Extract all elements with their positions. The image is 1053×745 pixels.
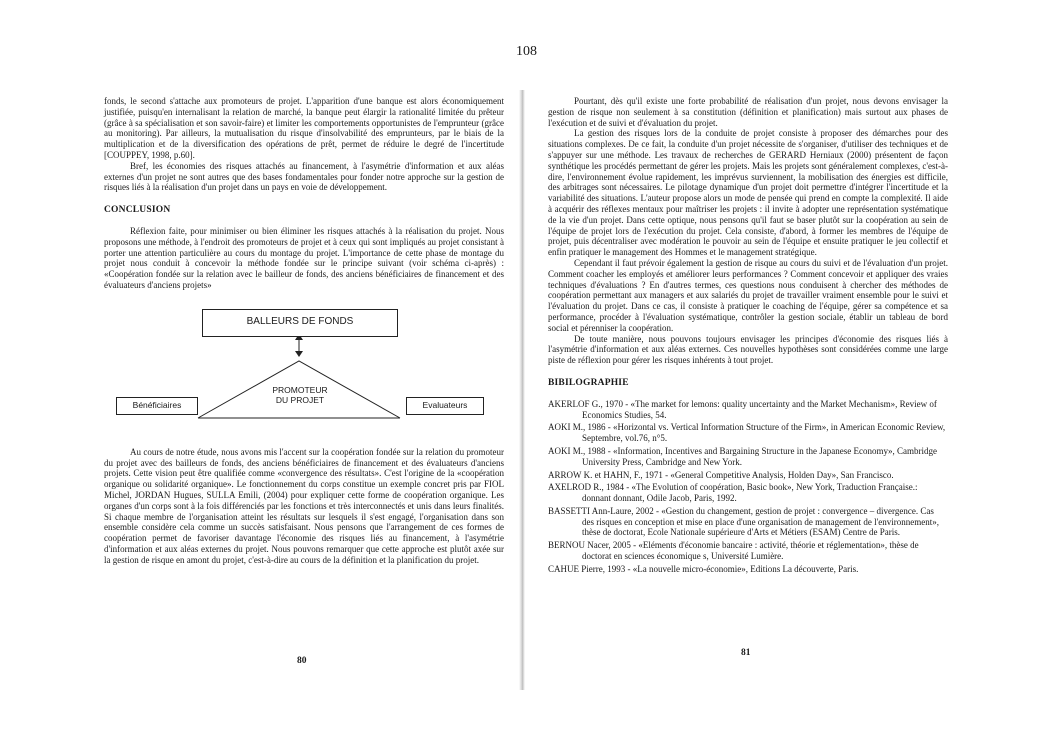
right-page (548, 96, 948, 577)
right-paragraph-3: Cependant il faut prévoir également la gestion de risque au cours du suivi et de l'évaluation d'un projet. Comment coacher les employés et améliorer leurs performances ? Comment concevoir et appliquer des vraies techniques d'évaluations ? En d'autres termes, ces questions nous conduisent à chercher des méthodes de coopération permettant aux managers et aux salariés du projet de travailler vraiment ensemble pour le suivi et l'évaluation du projet. Dans ce cas, il consiste à pratiquer le coaching de l'équipe, gérer sa compétence et sa performance, procéder à l'évaluation systématique, contrôler la gestion sociale, établir un tableau de bord social et pérenniser la coopération. (548, 257, 948, 333)
bib-entry: AOKI M., 1986 - «Horizontal vs. Vertical Information Structure of the Firm», in American Economic Review, Septembre, vol.76, n°5. (548, 422, 946, 444)
left-paragraph-3: Réflexion faite, pour minimiser ou bien éliminer les risques attachés à la réalisation du projet. Nous proposons une méthode, à l'endroit des promoteurs de projet et à ceux qui sont impliqués au projet consistant à porter une attention particulière au cours du montage du projet. L'importance de cette phase de montage du projet nous conduit à concevoir la méthode fondée sur le principe suivant (voir schéma ci-après) : «Coopération fondée sur la relation avec le bailleur de fonds, des anciens bénéficiaires de financement et des évaluateurs d'anciens projets» (104, 225, 504, 290)
bib-entry: ARROW K. et HAHN, F., 1971 - «General Competitive Analysis, Holden Day», San Francisco. (548, 469, 894, 480)
header-page-number: 108 (516, 44, 537, 59)
cooperation-diagram (104, 305, 504, 437)
right-paragraph-4: De toute manière, nous pouvons toujours envisager les principes d'économie des risques liés à l'asymétrie d'information et aux aléas externes. Ces nouvelles hypothèses sont considérées comme une large piste de réflexion pour gérer les risques inhérents à tout projet. (548, 333, 948, 366)
bibliography-heading: BIBILOGRAPHIE (548, 377, 629, 388)
promoteur-label (252, 385, 348, 405)
bib-entry: CAHUE Pierre, 1993 - «La nouvelle micro-économie», Editions La découverte, Paris. (548, 563, 859, 574)
bailleurs-box: BALLEURS DE FONDS (202, 309, 398, 337)
bibliography-list (548, 399, 948, 575)
conclusion-heading: CONCLUSION (104, 205, 171, 216)
promoteur-line-2: DU PROJET (275, 394, 325, 405)
left-paragraph-1: fonds, le second s'attache aux promoteurs de projet. L'apparition d'une banque est alors économiquement justifiée, puisqu'en internalisant la relation de marché, la banque peut élargir la rationalité limitée du prêteur (grâce à sa spécialisation et son savoir-faire) et limiter les comportements opportunistes de l'emprunteur (grâce au monitoring). Par ailleurs, la mutualisation du risque d'insolvabilité des emprunteurs, par le biais de la multiplication et de la diversification des opérations de prêt, permet de réduire le degré de l'incertitude [COUPPEY, 1998, p.60]. (104, 96, 504, 160)
bib-entry: AXELROD R., 1984 - «The Evolution of coopération, Basic book», New York, Traduction Française.: donnant donnant, Odile Jacob, Paris, 1992. (548, 482, 918, 504)
bib-entry: BASSETTI Ann-Laure, 2002 - «Gestion du changement, gestion de projet : convergence – divergence. Cas des risques en conception et mise en place d'une organisation de management de l'environnement», thèse de doctorat, Ecole Nationale supérieure d'Arts et Métiers (ESAM) Centre de Paris. (548, 505, 939, 538)
right-paragraph-2: La gestion des risques lors de la conduite de projet consiste à proposer des démarches pour des situations complexes. De ce fait, la conduite d'un projet nécessite de s'organiser, d'utiliser des techniques et de s'appuyer sur une méthode. Les travaux de recherches de GERARD Herniaux (2000) présentent de façon synthétique les procédés permettant de gérer les projets. Mais les projets sont généralement complexes, c'est-à-dire, l'environnement évolue rapidement, les imprévus surviennent, la mobilisation des énergies est difficile, des arbitrages sont nécessaires. Le pilotage dynamique d'un projet doit permettre d'intégrer l'incertitude et la variabilité des situations. L'auteur propose alors un mode de pensée qui prend en compte la complexité. Il aide à acquérir des réflexes mentaux pour maîtriser les projets : il invite à adopter une représentation systématique de la vie d'un projet. Dans cette optique, nous pensons qu'il faut se baser plutôt sur la coopération au sein de l'équipe de projet lors de l'exécution du projet. Cela consiste, d'abord, à former les membres de l'équipe de projet, puis décentraliser avec modération le pouvoir au sein de l'équipe et ensuite pratiquer le jeu collectif et enfin pratiquer le management des Hommes et le management stratégique. (548, 128, 948, 258)
right-paragraph-1: Pourtant, dès qu'il existe une forte probabilité de réalisation d'un projet, nous devons envisager la gestion de risque non seulement à sa constitution (définition et planification) mais surtout aux phases de l'exécution et de suivi et d'évaluation du projet. (548, 96, 948, 128)
evaluateurs-box: Evaluateurs (406, 397, 484, 415)
arrow-head-down (295, 351, 303, 357)
left-page-number: 80 (297, 656, 307, 666)
beneficiaires-box: Bénéficiaires (116, 397, 198, 415)
right-page-number: 81 (741, 648, 751, 658)
left-paragraph-4: Au cours de notre étude, nous avons mis l'accent sur la coopération fondée sur la relation du promoteur du projet avec des bailleurs de fonds, des anciens bénéficiaires de financement et des évaluateurs d'anciens projets. Cette vision peut être qualifiée comme «convergence des résultats». C'est l'origine de la «coopération organique ou solidarité organique». Le fonctionnement du corps constitue un exemple concret pris par FIOL Michel, JORDAN Hugues, SULLA Emili, (2004) pour expliquer cette forme de coopération organique. Les organes d'un corps sont à la fois différenciés par les fonctions et très interconnectés et unis dans leurs finalités. Si chaque membre de l'organisation atteint les résultats sur lesquels il s'est engagé, l'organisation dans son ensemble considère cela comme un succès satisfaisant. Nous pensons que l'arrangement de ces formes de coopération permet de favoriser davantage l'économie des risques liés au financement, à l'asymétrie d'information et aux aléas externes du projet. Nous pouvons remarquer que cette approche est plutôt axée sur la gestion de risque en amont du projet, c'est-à-dire au cours de la définition et la planification du projet. (104, 446, 504, 565)
bib-entry: AKERLOF G., 1970 - «The market for lemons: quality uncertainty and the Market Mechanism», Review of Economics Studies, 54. (548, 398, 937, 420)
book-gutter (519, 90, 525, 690)
left-page (104, 96, 504, 566)
bib-entry: BERNOU Nacer, 2005 - «Eléments d'économie bancaire : activité, théorie et réglementation», thèse de doctorat en sciences économique s, Université Lumière. (548, 540, 919, 562)
promoteur-line-1: PROMOTEUR (272, 384, 328, 395)
bib-entry: AOKI M., 1988 - «Information, Incentives and Bargaining Structure in the Japanese Economy», Cambridge University Press, Cambridge and New York. (548, 445, 937, 467)
left-paragraph-2: Bref, les économies des risques attachés au financement, à l'asymétrie d'information et aux aléas externes d'un projet ne sont autres que des bases fondamentales pour fonder notre approche sur la gestion de risques liés à la réalisation d'un projet dans un pays en voie de développement. (104, 160, 504, 193)
